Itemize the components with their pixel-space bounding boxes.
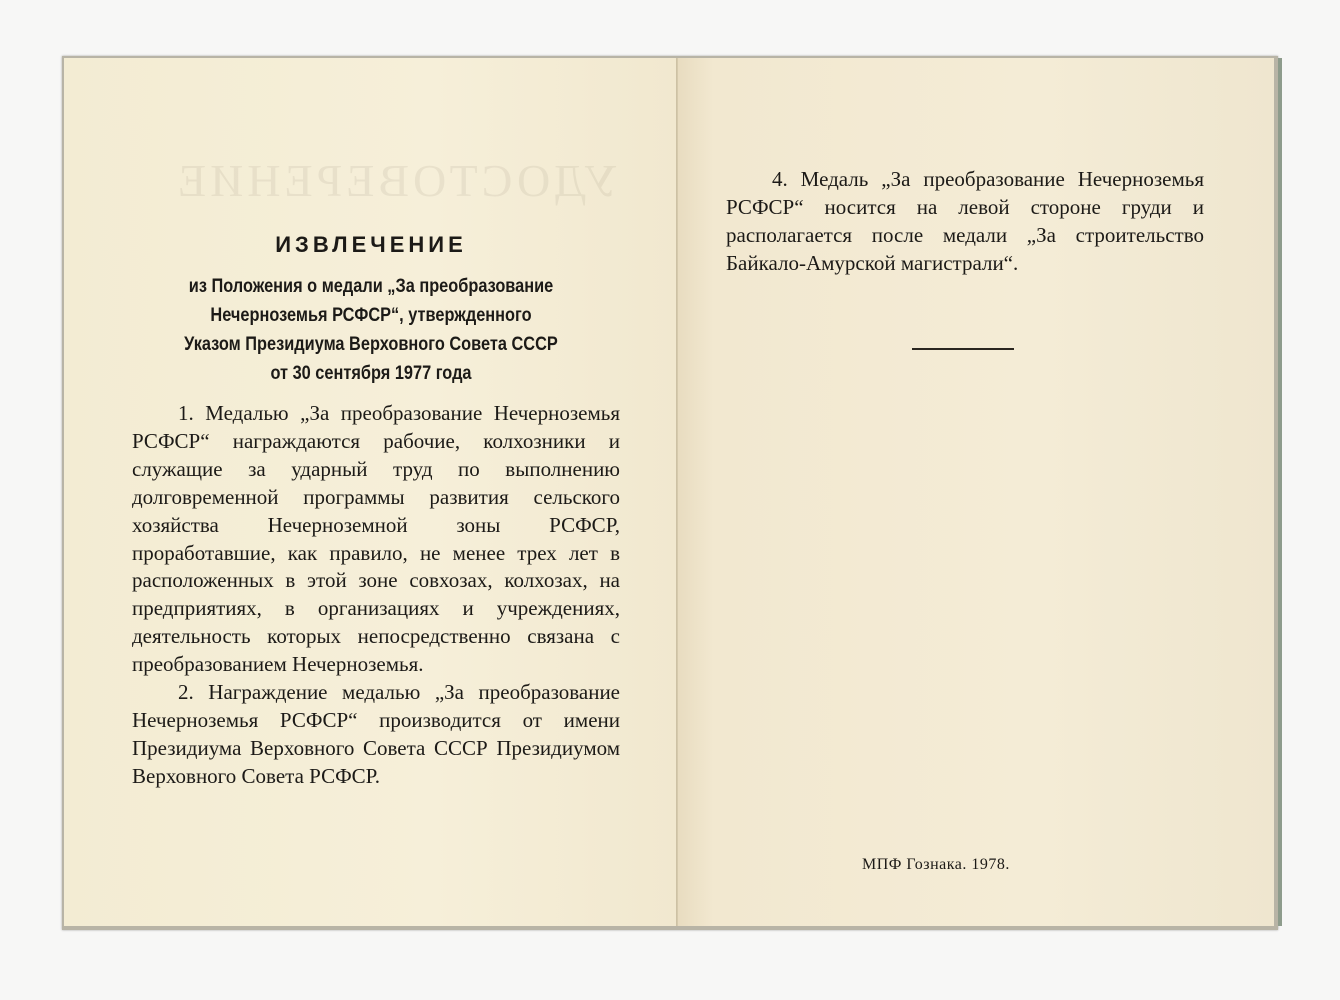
- subtitle-line: Нечерноземья РСФСР“, утвержденного: [210, 305, 532, 326]
- subtitle-line: из Положения о медали „За преобразование: [188, 276, 554, 297]
- right-page: [678, 58, 1274, 926]
- right-body-text: [726, 166, 1204, 278]
- subtitle-line: Указом Президиума Верховного Совета СССР: [184, 334, 558, 355]
- left-page: [64, 58, 678, 926]
- show-through-watermark: УДОСТОВЕРЕНИЕ: [174, 155, 618, 206]
- subtitle-line: от 30 сентября 1977 года: [270, 363, 472, 384]
- paragraph-1: 1. Медалью „За преобразование Нечерноземья РСФСР“ награждаются рабочие, колхозники и служащие за ударный труд по выполнению долговременной программы развития сельского хозяйства Нечерноземной зоны РСФСР, проработавшие, как правило, не менее трех лет в расположенных в этой зоне совхозах, колхозах, на предприятиях, в организациях и учреждениях, деятельность которых непосредственно связана с преобразованием Нечерноземья.: [132, 401, 620, 677]
- paragraph-2: 2. Награждение медалью „За преобразование Нечерноземья РСФСР“ производится от имени Президиума Верховного Совета СССР Президиумом Верховного Совета РСФСР.: [132, 680, 620, 788]
- document-title: ИЗВЛЕЧЕНИЕ: [275, 232, 467, 257]
- left-body-text: [132, 400, 620, 791]
- separator-rule: [912, 348, 1014, 350]
- printer-imprint: МПФ Гознака. 1978.: [862, 856, 1010, 873]
- cover-edge: [1278, 58, 1282, 926]
- document-subtitle: [133, 272, 609, 388]
- document-booklet: [62, 56, 1278, 930]
- paragraph-4: 4. Медаль „За преобразование Нечерноземья РСФСР“ носится на левой стороне груди и располагается после медали „За строительство Байкало-Амурской магистрали“.: [726, 167, 1204, 275]
